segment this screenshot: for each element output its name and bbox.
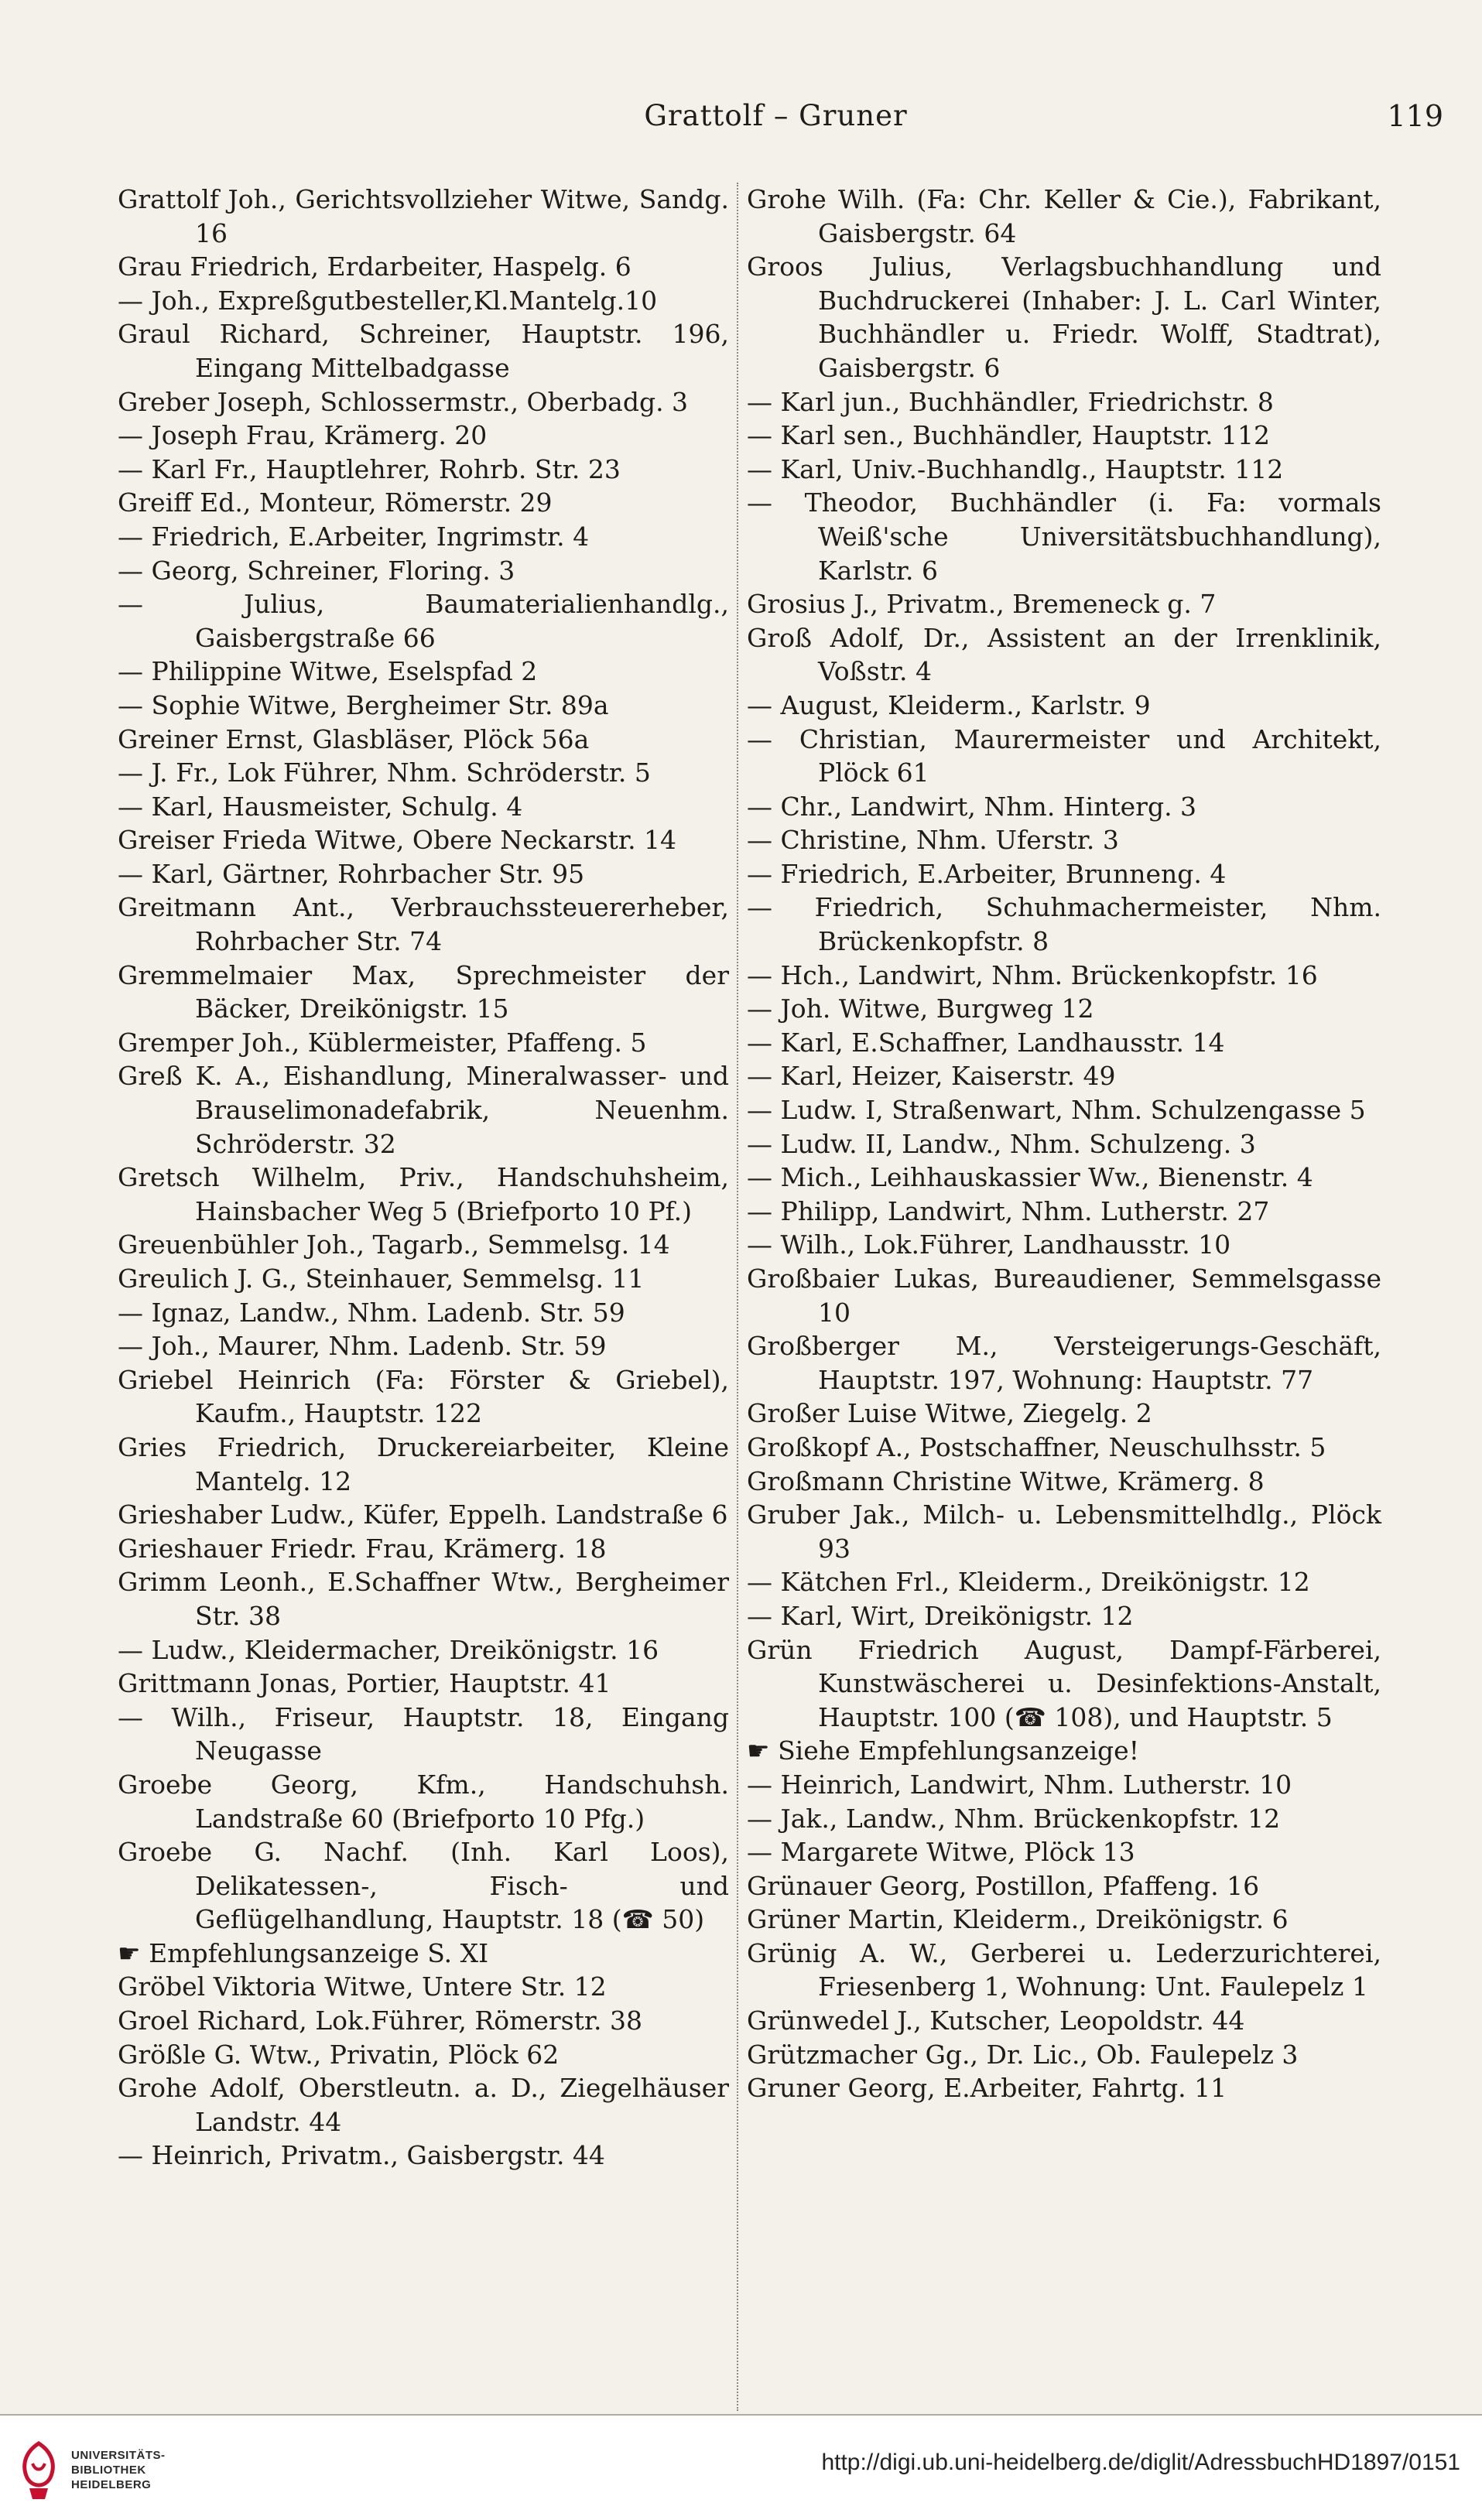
directory-entry: Gremper Joh., Küblermeister, Pfaffeng. 5: [118, 1027, 647, 1058]
directory-entry: — Heinrich, Landwirt, Nhm. Lutherstr. 10: [747, 1769, 1292, 1800]
directory-entry: — Karl Fr., Hauptlehrer, Rohrb. Str. 23: [118, 453, 621, 484]
directory-entry: Griebel Heinrich (Fa: Förster & Griebel), Kaufm., Hauptstr. 122: [118, 1364, 729, 1429]
directory-entry: — Joh., Expreßgutbesteller,Kl.Mantelg.10: [118, 285, 658, 316]
directory-entry: Groß Adolf, Dr., Assistent an der Irrenklinik, Voßstr. 4: [747, 622, 1381, 687]
directory-entry: Groos Julius, Verlagsbuchhandlung und Buchdruckerei (Inhaber: J. L. Carl Winter, Buchhändler u. Friedr. Wolff, Stadtrat), Gaisbergstr. 6: [747, 251, 1381, 383]
directory-entry: — Karl, Univ.-Buchhandlg., Hauptstr. 112: [747, 453, 1284, 484]
directory-entry: — Julius, Baumaterialienhandlg., Gaisbergstraße 66: [118, 589, 729, 653]
directory-entry: ☛ Empfehlungsanzeige S. XI: [118, 1937, 489, 1968]
library-name: [71, 2448, 166, 2492]
running-title: Grattolf – Gruner: [644, 99, 908, 132]
directory-entry: — Friedrich, E.Arbeiter, Brunneng. 4: [747, 858, 1227, 889]
right-column: [747, 183, 1381, 2105]
directory-entry: Grimm Leonh., E.Schaffner Wtw., Bergheimer Str. 38: [118, 1567, 729, 1631]
directory-entry: Greulich J. G., Steinhauer, Semmelsg. 11: [118, 1263, 645, 1294]
directory-entry: Größle G. Wtw., Privatin, Plöck 62: [118, 2039, 560, 2070]
directory-entry: Gretsch Wilhelm, Priv., Handschuhsheim, Hainsbacher Weg 5 (Briefporto 10 Pf.): [118, 1162, 729, 1226]
directory-entry: Greiser Frieda Witwe, Obere Neckarstr. 14: [118, 825, 677, 856]
directory-entry: — Sophie Witwe, Bergheimer Str. 89a: [118, 689, 609, 720]
directory-entry: Greber Joseph, Schlossermstr., Oberbadg. 3: [118, 386, 689, 417]
directory-entry: Greuenbühler Joh., Tagarb., Semmelsg. 14: [118, 1229, 670, 1260]
directory-entry: Gruber Jak., Milch- u. Lebensmittelhdlg., Plöck 93: [747, 1499, 1381, 1564]
directory-entry: Grüner Martin, Kleiderm., Dreikönigstr. 6: [747, 1904, 1289, 1935]
directory-entry: Grosius J., Privatm., Bremeneck g. 7: [747, 589, 1217, 620]
directory-entry: Großmann Christine Witwe, Krämerg. 8: [747, 1465, 1265, 1496]
directory-entry: — Karl, E.Schaffner, Landhausstr. 14: [747, 1027, 1225, 1058]
directory-entry: Gröbel Viktoria Witwe, Untere Str. 12: [118, 1971, 607, 2002]
directory-entry: ☛ Siehe Empfehlungsanzeige!: [747, 1735, 1139, 1766]
directory-entry: Grieshaber Ludw., Küfer, Eppelh. Landstraße 6: [118, 1499, 728, 1530]
directory-entry: — Joh., Maurer, Nhm. Ladenb. Str. 59: [118, 1331, 607, 1362]
directory-entry: — J. Fr., Lok Führer, Nhm. Schröderstr. 5: [118, 757, 651, 788]
directory-entry: — Theodor, Buchhändler (i. Fa: vormals Weiß'sche Universitätsbuchhandlung), Karlstr. 6: [747, 487, 1381, 586]
directory-entry: Greß K. A., Eishandlung, Mineralwasser- und Brauselimonadefabrik, Neuenhm. Schröderstr. 32: [118, 1061, 729, 1159]
directory-entry: — Wilh., Lok.Führer, Landhausstr. 10: [747, 1229, 1231, 1260]
directory-entry: Grattolf Joh., Gerichtsvollzieher Witwe, Sandg. 16: [118, 184, 729, 248]
directory-entry: — Philippine Witwe, Eselspfad 2: [118, 656, 538, 687]
directory-entry: Greiner Ernst, Glasbläser, Plöck 56a: [118, 723, 590, 754]
directory-entry: — Ludw., Kleidermacher, Dreikönigstr. 16: [118, 1634, 659, 1665]
directory-entry: — Ludw. II, Landw., Nhm. Schulzeng. 3: [747, 1128, 1256, 1159]
directory-entry: — Joh. Witwe, Burgweg 12: [747, 993, 1094, 1024]
directory-entry: — Karl sen., Buchhändler, Hauptstr. 112: [747, 420, 1270, 451]
directory-entry: — Wilh., Friseur, Hauptstr. 18, Eingang Neugasse: [118, 1701, 729, 1766]
directory-entry: — Hch., Landwirt, Nhm. Brückenkopfstr. 16: [747, 959, 1318, 990]
directory-entry: Grün Friedrich August, Dampf-Färberei, Kunstwäscherei u. Desinfektions-Anstalt, Hauptstr. 100 (☎ 108), und Hauptstr. 5: [747, 1634, 1381, 1732]
directory-entry: Greiff Ed., Monteur, Römerstr. 29: [118, 487, 553, 518]
directory-entry: — Mich., Leihhauskassier Ww., Bienenstr. 4: [747, 1162, 1313, 1193]
library-name-line: BIBLIOTHEK: [71, 2464, 146, 2477]
directory-entry: — Heinrich, Privatm., Gaisbergstr. 44: [118, 2140, 605, 2171]
page-number: 119: [1387, 99, 1443, 133]
directory-entry: — Joseph Frau, Krämerg. 20: [118, 420, 488, 451]
directory-entry: Grünig A. W., Gerberei u. Lederzurichterei, Friesenberg 1, Wohnung: Unt. Faulepelz 1: [747, 1937, 1381, 2002]
directory-entry: Greitmann Ant., Verbrauchssteuererheber, Rohrbacher Str. 74: [118, 892, 729, 957]
directory-entry: — Georg, Schreiner, Floring. 3: [118, 555, 515, 586]
directory-entry: Grohe Wilh. (Fa: Chr. Keller & Cie.), Fabrikant, Gaisbergstr. 64: [747, 184, 1381, 248]
directory-entry: — August, Kleiderm., Karlstr. 9: [747, 689, 1151, 720]
directory-entry: — Kätchen Frl., Kleiderm., Dreikönigstr. 12: [747, 1567, 1310, 1598]
directory-entry: Groebe G. Nachf. (Inh. Karl Loos), Delikatessen-, Fisch- und Geflügelhandlung, Hauptstr. 18 (☎ 50): [118, 1837, 729, 1935]
directory-entry: Grieshauer Friedr. Frau, Krämerg. 18: [118, 1533, 607, 1564]
directory-entry: Graul Richard, Schreiner, Hauptstr. 196, Eingang Mittelbadgasse: [118, 319, 729, 383]
directory-entry: — Christian, Maurermeister und Architekt, Plöck 61: [747, 723, 1381, 788]
directory-entry: Grünwedel J., Kutscher, Leopoldstr. 44: [747, 2005, 1245, 2036]
directory-entry: — Karl jun., Buchhändler, Friedrichstr. 8: [747, 386, 1274, 417]
directory-entry: — Chr., Landwirt, Nhm. Hinterg. 3: [747, 791, 1197, 822]
directory-entry: — Friedrich, E.Arbeiter, Ingrimstr. 4: [118, 521, 590, 552]
directory-entry: — Ignaz, Landw., Nhm. Ladenb. Str. 59: [118, 1297, 625, 1328]
directory-entry: — Karl, Wirt, Dreikönigstr. 12: [747, 1600, 1134, 1631]
library-name-line: HEIDELBERG: [71, 2478, 152, 2491]
directory-entry: Gremmelmaier Max, Sprechmeister der Bäcker, Dreikönigstr. 15: [118, 959, 729, 1024]
directory-entry: — Friedrich, Schuhmachermeister, Nhm. Brückenkopfstr. 8: [747, 892, 1381, 957]
directory-entry: — Karl, Hausmeister, Schulg. 4: [118, 791, 523, 822]
directory-entry: Grützmacher Gg., Dr. Lic., Ob. Faulepelz 3: [747, 2039, 1299, 2070]
directory-entry: Grünauer Georg, Postillon, Pfaffeng. 16: [747, 1870, 1260, 1901]
footer-bar: [0, 2414, 1482, 2520]
directory-entry: Grau Friedrich, Erdarbeiter, Haspelg. 6: [118, 251, 631, 282]
library-name-line: UNIVERSITÄTS-: [71, 2449, 166, 2462]
directory-entry: Großberger M., Versteigerungs-Geschäft, Hauptstr. 197, Wohnung: Hauptstr. 77: [747, 1331, 1381, 1395]
directory-entry: — Philipp, Landwirt, Nhm. Lutherstr. 27: [747, 1195, 1270, 1226]
directory-entry: — Jak., Landw., Nhm. Brückenkopfstr. 12: [747, 1803, 1281, 1834]
directory-entry: Gries Friedrich, Druckereiarbeiter, Kleine Mantelg. 12: [118, 1431, 729, 1496]
directory-entry: Grohe Adolf, Oberstleutn. a. D., Ziegelhäuser Landstr. 44: [118, 2073, 729, 2137]
directory-entry: Groel Richard, Lok.Führer, Römerstr. 38: [118, 2005, 642, 2036]
left-column: [118, 183, 729, 2173]
directory-entry: Großer Luise Witwe, Ziegelg. 2: [747, 1398, 1152, 1429]
library-logo: [15, 2440, 217, 2502]
directory-entry: — Christine, Nhm. Uferstr. 3: [747, 825, 1119, 856]
library-seal-icon: [15, 2440, 62, 2502]
column-divider: [737, 183, 739, 2411]
directory-entry: Gruner Georg, E.Arbeiter, Fahrtg. 11: [747, 2073, 1227, 2104]
directory-entry: — Margarete Witwe, Plöck 13: [747, 1837, 1135, 1868]
directory-entry: Grittmann Jonas, Portier, Hauptstr. 41: [118, 1668, 611, 1699]
directory-entry: — Ludw. I, Straßenwart, Nhm. Schulzengasse 5: [747, 1095, 1366, 1126]
directory-entry: Großkopf A., Postschaffner, Neuschulhsstr. 5: [747, 1431, 1326, 1462]
directory-entry: Groebe Georg, Kfm., Handschuhsh. Landstraße 60 (Briefporto 10 Pfg.): [118, 1769, 729, 1834]
directory-entry: Großbaier Lukas, Bureaudiener, Semmelsgasse 10: [747, 1263, 1381, 1328]
running-head: [108, 99, 1443, 145]
directory-entry: — Karl, Gärtner, Rohrbacher Str. 95: [118, 858, 585, 889]
source-url-link[interactable]: http://digi.ub.uni-heidelberg.de/diglit/AdressbuchHD1897/0151: [821, 2450, 1460, 2475]
directory-entry: — Karl, Heizer, Kaiserstr. 49: [747, 1061, 1116, 1092]
